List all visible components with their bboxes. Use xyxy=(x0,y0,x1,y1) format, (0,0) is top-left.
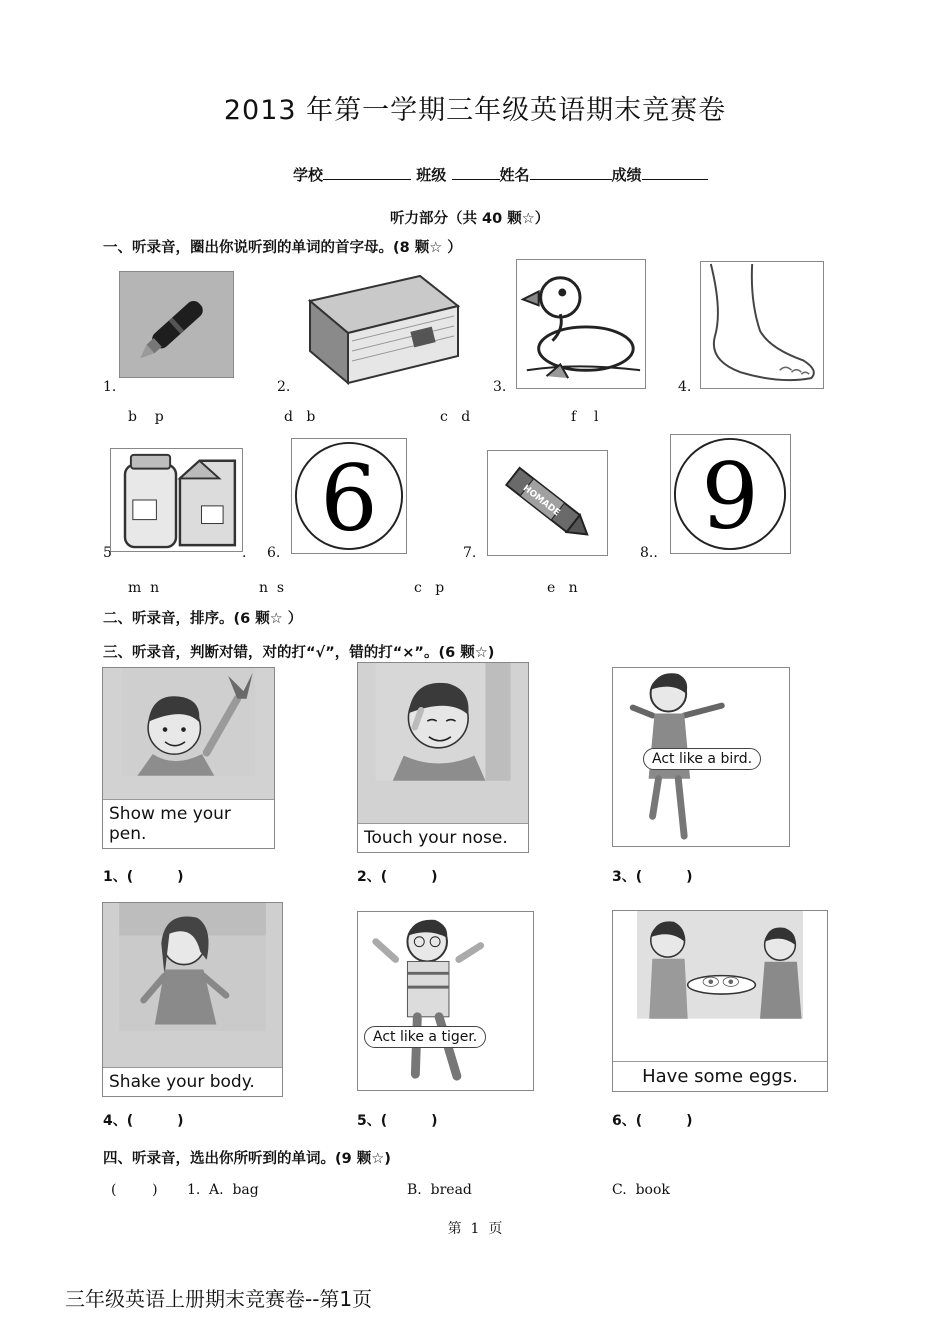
section2-heading: 二、听录音，排序。(6 颗☆ ） xyxy=(103,611,303,627)
nine-text: 9 xyxy=(701,444,759,550)
question-number: 1. xyxy=(187,1182,201,1198)
score-blank[interactable] xyxy=(642,165,708,180)
picture-caption: Shake your body. xyxy=(103,1067,282,1096)
letter-choices[interactable]: n s xyxy=(259,580,285,596)
footer-text: 三年级英语上册期末竞赛卷--第1页 xyxy=(65,1287,373,1311)
crayon-picture xyxy=(487,450,608,556)
score-label: 成绩 xyxy=(611,166,642,184)
letter-choices[interactable]: f l xyxy=(571,409,599,425)
answer-blank[interactable]: 3、( ) xyxy=(612,869,693,885)
answer-blank[interactable]: 1、( ) xyxy=(103,869,184,885)
student-info-line xyxy=(293,164,708,185)
answer-blank[interactable]: 5、( ) xyxy=(357,1113,438,1129)
class-label: 班级 xyxy=(416,166,447,184)
item-number: 6. xyxy=(267,545,281,561)
act-tiger-picture xyxy=(357,911,534,1091)
section4-heading: 四、听录音，选出你所听到的单词。(9 颗☆) xyxy=(103,1151,391,1167)
act-bird-picture xyxy=(612,667,790,847)
listening-heading: 听力部分（共 40 颗☆） xyxy=(390,211,550,227)
school-label: 学校 xyxy=(293,166,324,184)
name-label: 姓名 xyxy=(499,166,530,184)
section3-heading: 三、听录音，判断对错，对的打“√”，错的打“×”。(6 颗☆) xyxy=(103,645,495,661)
item-number: 8.. xyxy=(640,545,658,561)
picture-caption: Have some eggs. xyxy=(613,1061,827,1091)
letter-choices[interactable]: b p xyxy=(128,409,164,425)
letter-choices[interactable]: d b xyxy=(284,409,316,425)
picture-caption: Touch your nose. xyxy=(358,823,528,852)
have-eggs-picture xyxy=(612,910,828,1092)
show-pen-picture xyxy=(102,667,275,849)
school-blank[interactable] xyxy=(323,165,411,180)
number-six-picture xyxy=(291,438,407,554)
milk-picture xyxy=(110,448,243,552)
name-blank[interactable] xyxy=(530,165,612,180)
answer-paren[interactable]: ( ) xyxy=(111,1182,158,1198)
picture-caption: Show me your pen. xyxy=(103,799,274,848)
section1-heading: 一、听录音，圈出你说听到的单词的首字母。(8 颗☆ ） xyxy=(103,240,462,256)
book-picture xyxy=(300,271,462,389)
foot-picture xyxy=(700,261,824,389)
touch-nose-picture xyxy=(357,662,529,853)
letter-choices[interactable]: c d xyxy=(440,409,471,425)
item-number: 5 xyxy=(103,545,112,561)
option-b[interactable]: B. bread xyxy=(407,1182,472,1198)
number-nine-picture xyxy=(670,434,791,554)
option-c[interactable]: C. book xyxy=(612,1182,670,1198)
item-number: 3. xyxy=(493,379,507,395)
speech-bubble: Act like a tiger. xyxy=(364,1026,486,1048)
class-blank[interactable] xyxy=(452,165,500,180)
option-a[interactable]: A. bag xyxy=(209,1182,259,1198)
pen-picture xyxy=(119,271,234,378)
answer-blank[interactable]: 4、( ) xyxy=(103,1113,184,1129)
speech-bubble: Act like a bird. xyxy=(643,748,761,770)
item-number: 7. xyxy=(463,545,477,561)
six-text: 6 xyxy=(320,446,378,552)
page-number: 第 1 页 xyxy=(447,1221,503,1237)
crayon-brand-text: HOMADE xyxy=(520,483,562,519)
letter-choices[interactable]: c p xyxy=(414,580,445,596)
letter-choices[interactable]: e n xyxy=(547,580,578,596)
item-number: 1. xyxy=(103,379,117,395)
shake-body-picture xyxy=(102,902,283,1097)
item-number: 4. xyxy=(678,379,692,395)
duck-picture xyxy=(516,259,646,389)
answer-blank[interactable]: 6、( ) xyxy=(612,1113,693,1129)
item-number-dot: . xyxy=(242,545,247,561)
letter-choices[interactable]: m n xyxy=(128,580,160,596)
item-number: 2. xyxy=(277,379,291,395)
answer-blank[interactable]: 2、( ) xyxy=(357,869,438,885)
page-title: 2013 年第一学期三年级英语期末竞赛卷 xyxy=(223,95,727,126)
